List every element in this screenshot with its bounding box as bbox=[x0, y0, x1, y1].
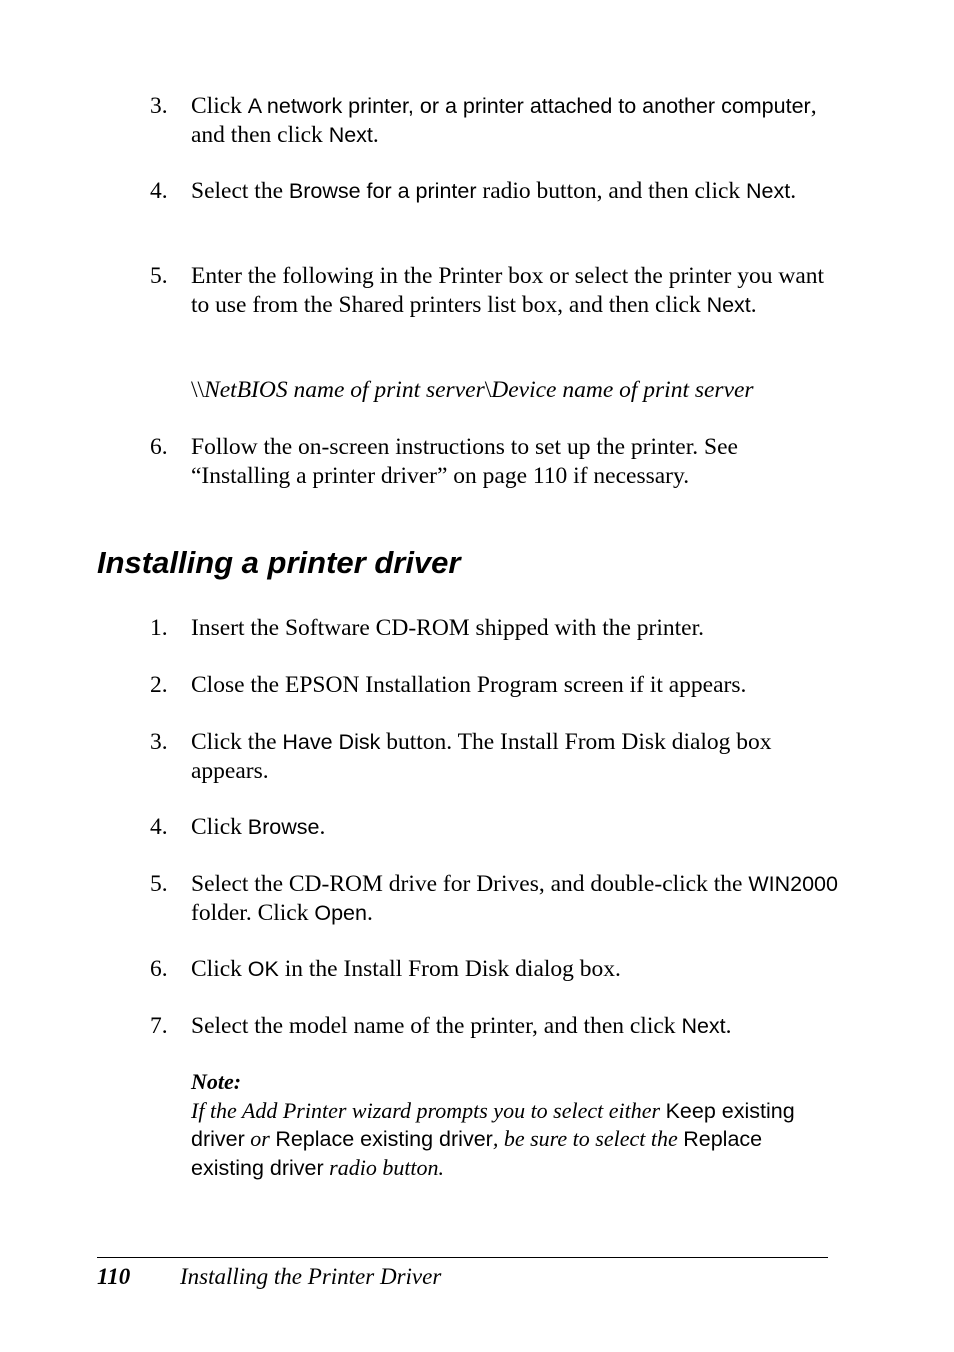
text-run: . bbox=[372, 121, 379, 148]
ui-term: Next bbox=[328, 122, 373, 147]
text-run: radio button. bbox=[323, 1154, 445, 1180]
step-number: 1. bbox=[150, 615, 168, 641]
footer-section-title: Installing the Printer Driver bbox=[180, 1264, 442, 1289]
text-run: If the Add Printer wizard prompts you to select either bbox=[191, 1097, 666, 1123]
step-text bbox=[191, 433, 841, 490]
step-number: 6. bbox=[150, 434, 168, 460]
text-run: Click bbox=[191, 814, 248, 840]
text-run: Device name of print server bbox=[491, 377, 754, 403]
text-run: . bbox=[750, 291, 757, 318]
note-body bbox=[191, 1097, 831, 1183]
text-run: Insert the Software CD-ROM shipped with the printer. bbox=[191, 615, 704, 641]
step-number: 2. bbox=[150, 672, 168, 698]
text-run: . bbox=[725, 1013, 732, 1039]
text-run: Follow the on-screen instructions to set up the printer. See “Installing a printer driver” on page 110 if necessary. bbox=[191, 434, 738, 489]
text-run: Click bbox=[191, 956, 248, 982]
ui-term: A network printer, or a printer attached to another computer bbox=[247, 94, 811, 118]
text-run: . bbox=[790, 178, 797, 204]
ui-term: Have Disk bbox=[282, 730, 381, 754]
page-number: 110 bbox=[97, 1264, 131, 1289]
text-run: or bbox=[244, 1126, 276, 1151]
text-run: Enter the following in the Printer box or select the printer you want to use from the Shared printers list box, and then click bbox=[191, 263, 825, 318]
ui-term: Open bbox=[314, 900, 367, 925]
step-number: 4. bbox=[150, 814, 168, 840]
step-number: 4. bbox=[150, 178, 168, 204]
ui-term: Next bbox=[706, 292, 751, 317]
step-text bbox=[191, 614, 841, 643]
text-run: , and then click bbox=[191, 93, 817, 148]
text-run: Close the EPSON Installation Program screen if it appears. bbox=[191, 672, 747, 698]
text-run: radio button, and then click bbox=[476, 178, 747, 204]
step-text bbox=[191, 92, 841, 149]
ui-term: WIN2000 bbox=[748, 872, 838, 896]
text-run: \\ bbox=[191, 377, 205, 403]
text-run: . bbox=[366, 899, 373, 926]
text-run: Select the model name of the printer, and then click bbox=[191, 1013, 682, 1039]
ui-term: Replace existing driver bbox=[191, 1127, 763, 1180]
footer-rule bbox=[97, 1257, 828, 1258]
text-run: button. The Install From Disk dialog box appears. bbox=[191, 729, 772, 784]
step-text bbox=[191, 1012, 841, 1041]
text-run: Click bbox=[191, 93, 248, 119]
step-number: 5. bbox=[150, 263, 168, 289]
step-number: 3. bbox=[150, 729, 168, 755]
ui-term: Browse for a printer bbox=[288, 179, 477, 203]
text-run: Select the CD-ROM drive for Drives, and double-click the bbox=[191, 871, 749, 897]
note-box bbox=[191, 1068, 831, 1182]
ui-term: Keep existing driver bbox=[191, 1098, 795, 1151]
step-text bbox=[191, 262, 841, 319]
step-text bbox=[191, 728, 841, 785]
text-run: Select the bbox=[191, 178, 289, 204]
section-heading: Installing a printer driver bbox=[97, 545, 461, 580]
text-run: . bbox=[319, 814, 326, 840]
ui-term: Replace existing driver bbox=[275, 1127, 493, 1151]
text-run: , be sure to select the bbox=[492, 1126, 684, 1151]
ui-term: OK bbox=[247, 957, 279, 981]
ui-term: Next bbox=[681, 1014, 726, 1038]
step-text bbox=[191, 177, 841, 206]
text-run: \ bbox=[484, 377, 492, 403]
step-text bbox=[191, 671, 841, 700]
step-number: 7. bbox=[150, 1013, 168, 1039]
step-number: 5. bbox=[150, 871, 168, 897]
text-run: NetBIOS name of print server bbox=[204, 377, 485, 403]
printer-path-line bbox=[191, 376, 754, 405]
step-text bbox=[191, 955, 841, 984]
ui-term: Next bbox=[746, 179, 791, 203]
note-title: Note: bbox=[191, 1069, 242, 1094]
text-run: Click the bbox=[191, 729, 283, 755]
text-run: in the Install From Disk dialog box. bbox=[278, 956, 621, 982]
ui-term: Browse bbox=[247, 815, 320, 839]
step-text bbox=[191, 813, 841, 842]
step-number: 6. bbox=[150, 956, 168, 982]
text-run: folder. Click bbox=[191, 899, 315, 926]
step-number: 3. bbox=[150, 93, 168, 119]
step-text bbox=[191, 870, 841, 927]
